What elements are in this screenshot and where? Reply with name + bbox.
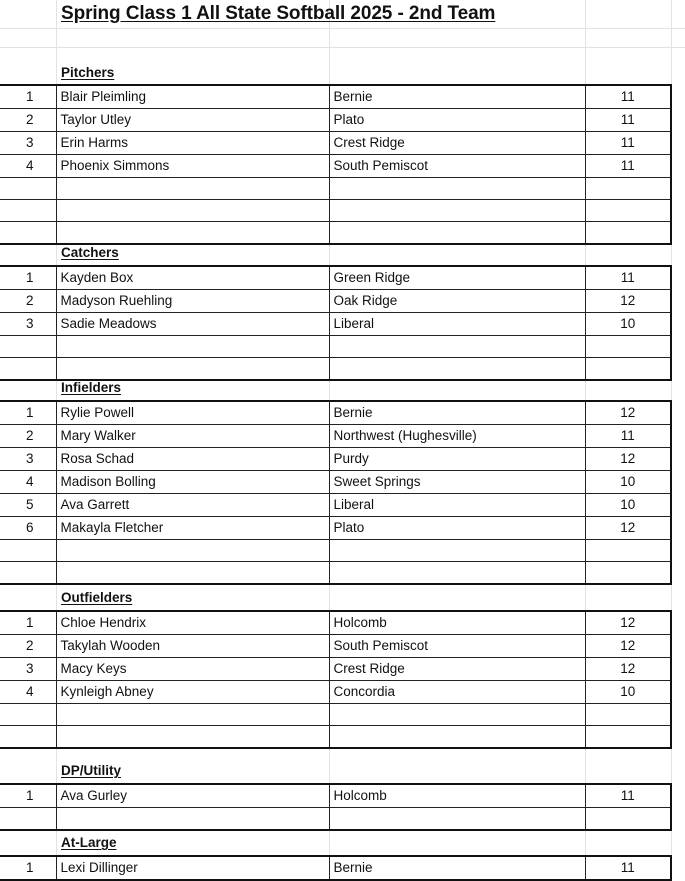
section-header-dp-utility: DP/Utility	[61, 763, 122, 778]
row-number-cell[interactable]	[0, 200, 56, 222]
row-number-cell[interactable]	[0, 336, 56, 358]
page-title: Spring Class 1 All State Softball 2025 - 2nd Team	[61, 3, 496, 24]
player-name-cell[interactable]: Rylie Powell	[56, 401, 329, 425]
grade-cell[interactable]	[585, 200, 671, 222]
pitchers-table	[0, 84, 672, 245]
player-name-cell[interactable]: Macy Keys	[56, 658, 329, 681]
player-name-cell[interactable]: Mary Walker	[56, 425, 329, 448]
row-number-cell[interactable]: 1	[0, 611, 56, 635]
table-row	[0, 540, 671, 562]
table-row	[0, 401, 671, 425]
school-cell[interactable]	[329, 358, 585, 380]
grade-cell[interactable]: 12	[585, 448, 671, 471]
table-row	[0, 425, 671, 448]
table-row	[0, 178, 671, 200]
grade-cell[interactable]: 11	[585, 856, 671, 880]
grade-cell[interactable]: 11	[585, 85, 671, 109]
player-name-cell[interactable]	[56, 726, 329, 748]
table-row	[0, 658, 671, 681]
school-cell[interactable]: Crest Ridge	[329, 658, 585, 681]
grade-cell[interactable]: 10	[585, 681, 671, 704]
grade-cell[interactable]: 12	[585, 517, 671, 540]
player-name-cell[interactable]: Madison Bolling	[56, 471, 329, 494]
row-number-cell[interactable]	[0, 808, 56, 830]
table-row	[0, 85, 671, 109]
grade-cell[interactable]	[585, 358, 671, 380]
table-row	[0, 313, 671, 336]
player-name-cell[interactable]: Makayla Fletcher	[56, 517, 329, 540]
row-number-cell[interactable]	[0, 704, 56, 726]
school-cell[interactable]: Oak Ridge	[329, 290, 585, 313]
school-cell[interactable]	[329, 200, 585, 222]
section-header-at-large: At-Large	[61, 835, 117, 850]
grade-cell[interactable]: 11	[585, 425, 671, 448]
row-number-cell[interactable]: 2	[0, 425, 56, 448]
table-row	[0, 808, 671, 830]
school-cell[interactable]: Concordia	[329, 681, 585, 704]
row-number-cell[interactable]: 1	[0, 784, 56, 808]
player-name-cell[interactable]	[56, 704, 329, 726]
grade-cell[interactable]	[585, 178, 671, 200]
table-row	[0, 494, 671, 517]
grade-cell[interactable]: 11	[585, 155, 671, 178]
player-name-cell[interactable]	[56, 222, 329, 244]
row-number-cell[interactable]: 5	[0, 494, 56, 517]
row-number-cell[interactable]	[0, 726, 56, 748]
grade-cell[interactable]: 10	[585, 494, 671, 517]
player-name-cell[interactable]	[56, 358, 329, 380]
table-row	[0, 562, 671, 584]
table-row	[0, 704, 671, 726]
grade-cell[interactable]: 11	[585, 109, 671, 132]
row-number-cell[interactable]	[0, 562, 56, 584]
row-number-cell[interactable]: 2	[0, 635, 56, 658]
row-number-cell[interactable]: 2	[0, 290, 56, 313]
player-name-cell[interactable]: Taylor Utley	[56, 109, 329, 132]
table-row	[0, 517, 671, 540]
school-cell[interactable]	[329, 222, 585, 244]
section-header-infielders: Infielders	[61, 380, 122, 395]
school-cell[interactable]: Plato	[329, 517, 585, 540]
school-cell[interactable]	[329, 562, 585, 584]
player-name-cell[interactable]	[56, 200, 329, 222]
school-cell[interactable]: Purdy	[329, 448, 585, 471]
grade-cell[interactable]	[585, 540, 671, 562]
grade-cell[interactable]: 12	[585, 611, 671, 635]
table-row	[0, 132, 671, 155]
table-row	[0, 200, 671, 222]
player-name-cell[interactable]: Sadie Meadows	[56, 313, 329, 336]
school-cell[interactable]	[329, 540, 585, 562]
row-number-cell[interactable]: 1	[0, 856, 56, 880]
row-number-cell[interactable]: 3	[0, 448, 56, 471]
school-cell[interactable]: Liberal	[329, 313, 585, 336]
grade-cell[interactable]: 12	[585, 401, 671, 425]
player-name-cell[interactable]	[56, 336, 329, 358]
catchers-table	[0, 265, 672, 381]
table-row	[0, 222, 671, 244]
school-cell[interactable]: Sweet Springs	[329, 471, 585, 494]
school-cell[interactable]: Bernie	[329, 856, 585, 880]
player-name-cell[interactable]	[56, 808, 329, 830]
table-row	[0, 681, 671, 704]
player-name-cell[interactable]	[56, 562, 329, 584]
player-name-cell[interactable]: Rosa Schad	[56, 448, 329, 471]
table-row	[0, 109, 671, 132]
player-name-cell[interactable]: Kayden Box	[56, 266, 329, 290]
player-name-cell[interactable]: Lexi Dillinger	[56, 856, 329, 880]
row-number-cell[interactable]: 1	[0, 85, 56, 109]
school-cell[interactable]: Green Ridge	[329, 266, 585, 290]
grade-cell[interactable]: 11	[585, 132, 671, 155]
table-row	[0, 448, 671, 471]
table-row	[0, 358, 671, 380]
table-row	[0, 266, 671, 290]
row-number-cell[interactable]: 1	[0, 401, 56, 425]
player-name-cell[interactable]: Kynleigh Abney	[56, 681, 329, 704]
row-number-cell[interactable]: 4	[0, 471, 56, 494]
school-cell[interactable]	[329, 178, 585, 200]
player-name-cell[interactable]: Chloe Hendrix	[56, 611, 329, 635]
row-number-cell[interactable]: 4	[0, 155, 56, 178]
table-row	[0, 726, 671, 748]
player-name-cell[interactable]: Ava Gurley	[56, 784, 329, 808]
row-number-cell[interactable]	[0, 222, 56, 244]
dp-utility-table	[0, 783, 672, 831]
row-number-cell[interactable]: 3	[0, 132, 56, 155]
grade-cell[interactable]: 12	[585, 635, 671, 658]
grade-cell[interactable]: 12	[585, 290, 671, 313]
school-cell[interactable]: Northwest (Hughesville)	[329, 425, 585, 448]
grade-cell[interactable]	[585, 726, 671, 748]
school-cell[interactable]	[329, 808, 585, 830]
grade-cell[interactable]	[585, 222, 671, 244]
table-row	[0, 784, 671, 808]
table-row	[0, 155, 671, 178]
row-number-cell[interactable]	[0, 178, 56, 200]
school-cell[interactable]: South Pemiscot	[329, 635, 585, 658]
grade-cell[interactable]	[585, 336, 671, 358]
row-number-cell[interactable]: 4	[0, 681, 56, 704]
infielders-table	[0, 400, 672, 585]
grade-cell[interactable]: 11	[585, 266, 671, 290]
player-name-cell[interactable]	[56, 540, 329, 562]
grid-line	[0, 28, 685, 29]
section-header-catchers: Catchers	[61, 245, 119, 260]
row-number-cell[interactable]: 1	[0, 266, 56, 290]
school-cell[interactable]: South Pemiscot	[329, 155, 585, 178]
school-cell[interactable]: Holcomb	[329, 611, 585, 635]
player-name-cell[interactable]: Takylah Wooden	[56, 635, 329, 658]
row-number-cell[interactable]	[0, 540, 56, 562]
grid-line	[0, 47, 685, 48]
player-name-cell[interactable]: Erin Harms	[56, 132, 329, 155]
school-cell[interactable]	[329, 336, 585, 358]
at-large-table	[0, 855, 672, 881]
player-name-cell[interactable]	[56, 178, 329, 200]
player-name-cell[interactable]: Blair Pleimling	[56, 85, 329, 109]
row-number-cell[interactable]: 3	[0, 658, 56, 681]
school-cell[interactable]	[329, 704, 585, 726]
table-row	[0, 635, 671, 658]
grade-cell[interactable]	[585, 704, 671, 726]
grade-cell[interactable]: 11	[585, 784, 671, 808]
school-cell[interactable]: Holcomb	[329, 784, 585, 808]
table-row	[0, 336, 671, 358]
grade-cell[interactable]: 10	[585, 471, 671, 494]
player-name-cell[interactable]: Madyson Ruehling	[56, 290, 329, 313]
section-header-pitchers: Pitchers	[61, 65, 115, 80]
school-cell[interactable]: Crest Ridge	[329, 132, 585, 155]
school-cell[interactable]: Plato	[329, 109, 585, 132]
section-header-outfielders: Outfielders	[61, 590, 133, 605]
row-number-cell[interactable]: 6	[0, 517, 56, 540]
row-number-cell[interactable]: 3	[0, 313, 56, 336]
player-name-cell[interactable]: Phoenix Simmons	[56, 155, 329, 178]
grade-cell[interactable]: 12	[585, 658, 671, 681]
table-row	[0, 290, 671, 313]
grade-cell[interactable]	[585, 562, 671, 584]
school-cell[interactable]: Bernie	[329, 85, 585, 109]
row-number-cell[interactable]: 2	[0, 109, 56, 132]
table-row	[0, 611, 671, 635]
school-cell[interactable]: Liberal	[329, 494, 585, 517]
table-row	[0, 471, 671, 494]
grade-cell[interactable]	[585, 808, 671, 830]
outfielders-table	[0, 610, 672, 749]
grade-cell[interactable]: 10	[585, 313, 671, 336]
player-name-cell[interactable]: Ava Garrett	[56, 494, 329, 517]
table-row	[0, 856, 671, 880]
school-cell[interactable]	[329, 726, 585, 748]
school-cell[interactable]: Bernie	[329, 401, 585, 425]
row-number-cell[interactable]	[0, 358, 56, 380]
